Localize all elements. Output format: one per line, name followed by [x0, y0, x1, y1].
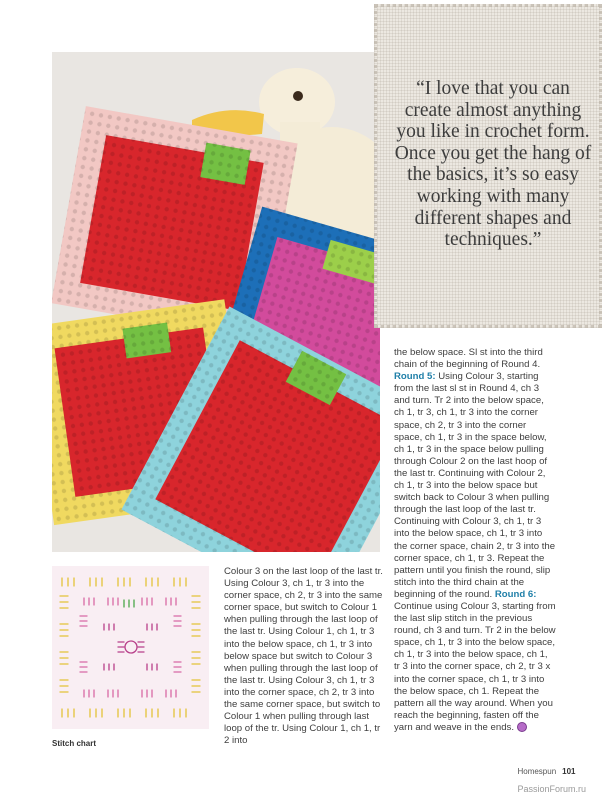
round6-text: Continue using Colour 3, starting from the last slip stitch in the previous round, ch 3 and turn. Tr 2 in the below space, ch 1, tr 3 into the below space, ch 1, tr 3 into the below space, ch 1, tr 3 into the corner space, ch 2, tr 3 x into the corner space, ch 1, tr 3 into the below space, ch 1. Repeat the pattern all the way around. When you reach the beginning, fasten off the yarn and weave in the ends. — [394, 600, 556, 733]
watermark: PassionForum.ru — [517, 784, 586, 794]
chart-caption: Stitch chart — [52, 739, 97, 748]
instructions-column-middle — [224, 566, 386, 747]
pull-quote: “I love that you can create almost anything you like in crochet form. Once you get the hang of the basics, it’s so easy working with many different shapes and techniques.” — [394, 78, 592, 251]
stitch-chart — [52, 566, 209, 729]
round5-text: Using Colour 3, starting from the last sl st in Round 4, ch 3 and turn. Tr 2 into the below space, ch 1, tr 3, ch 1, tr 3 into the corner space, ch 2, tr 3 into the corner space, ch 1, tr 3 in the space below, ch 1, tr 3 in the space below pulling through Colour 2 on the last hoop of the last tr. Continuing with Colour 2, ch 1, tr 3 into the below space but switch back to Colour 3 when pulling through the last loop of the last tr. Continuing with Colour 3, ch 1, tr 3 into the below space, ch 1, tr 3 into the corner space, chain 2, tr 3 into the corner space, ch 1, tr 3. Repeat the pattern until you finish the round, slip stitch into the third chain at the beginning of the round. — [394, 371, 556, 600]
page-footer — [517, 767, 586, 794]
magazine-name: Homespun — [517, 767, 557, 776]
round4-ending: the below space. Sl st into the third chain of the beginning of Round 4. — [394, 347, 543, 371]
round5-heading: Round 5: — [394, 371, 436, 383]
instructions-column-right — [394, 347, 556, 734]
end-mark-icon — [517, 722, 527, 732]
column1-text: Colour 3 on the last loop of the last tr. Using Colour 3, ch 1, tr 3 into the corner space, ch 2, tr 3 into the same corner space, but switch to Colour 1 when pulling through the last loop of the last tr. Using Colour 1, ch 1, tr 3 into the below space, ch 1, tr 3 into below space but switch to Colour 3 when pulling through the last loop of the last tr. Using Colour 3, ch 1, tr 3 into the corner space, ch 2, tr 3 into the same corner space, but switch to Colour 1 when pulling through last loop of the tr. Using Colour 1, ch 1, tr 2 into — [224, 566, 383, 747]
page-number: 101 — [562, 767, 576, 776]
crochet-photo — [52, 52, 380, 552]
round6-heading: Round 6: — [494, 588, 537, 600]
